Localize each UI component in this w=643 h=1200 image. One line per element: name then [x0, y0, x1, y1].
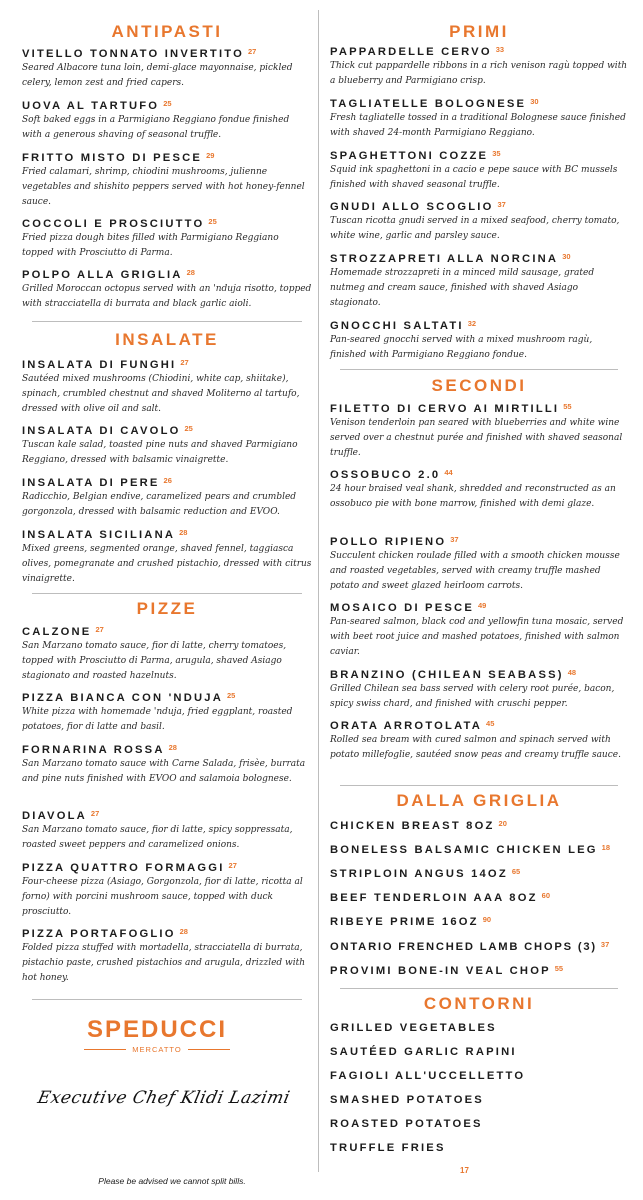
item-price: 60: [541, 891, 550, 900]
item-price: 25: [184, 424, 193, 433]
item-description: White pizza with homemade 'nduja, fried eggplant, roasted potatoes, fior di latte and basil.: [22, 707, 293, 732]
item-name: GNOCCHI SALTATI: [330, 320, 464, 332]
item-price: 35: [492, 149, 501, 158]
section-rule: [340, 369, 618, 370]
item-price: 32: [467, 319, 477, 328]
logo-line: [84, 1049, 126, 1050]
item-price: 18: [601, 843, 611, 852]
menu-item: [22, 528, 312, 587]
item-name: PIZZA BIANCA CON 'NDUJA: [22, 692, 223, 704]
section-rule: [32, 999, 302, 1000]
side-item: FAGIOLI ALL'UCCELLETTO: [330, 1070, 526, 1082]
item-description: San Marzano tomato sauce with Carne Salada, frisèe, burrata and pine nuts finished with EVOO and salamoia bolognese.: [22, 759, 306, 784]
item-description: Tuscan kale salad, toasted pine nuts and shaved Parmigiano Reggiano, dressed with balsamic vinaigrette.: [22, 440, 298, 465]
menu-item: [330, 535, 628, 594]
item-name: INSALATA SICILIANA: [22, 529, 176, 541]
item-description: Succulent chicken roulade filled with a smooth chicken mousse and roasted vegetables, served with creamy truffle mashed potato and sweet glazed heirloom carrots.: [330, 551, 620, 591]
item-price: 25: [208, 217, 217, 226]
menu-item: [22, 358, 312, 417]
menu-item: [22, 476, 312, 520]
item-name: VITELLO TONNATO INVERTITO: [22, 48, 244, 60]
menu-item: [22, 99, 312, 143]
item-price: 30: [530, 97, 539, 106]
item-name: STRIPLOIN ANGUS 14OZ: [330, 868, 508, 880]
item-price: 48: [567, 668, 577, 677]
item-description: Pan-seared salmon, black cod and yellowfin tuna mosaic, served with beet root juice and mashed potatoes, finished with salmon caviar.: [330, 617, 624, 657]
logo-subtitle-text: MERCATTO: [132, 1045, 182, 1054]
menu-item: [22, 47, 312, 91]
section-title-pizze: PIZZE: [136, 599, 198, 618]
item-name: ORATA ARROTOLATA: [330, 720, 483, 732]
item-name: CALZONE: [22, 626, 92, 638]
item-description: Four-cheese pizza (Asiago, Gorgonzola, fior di latte, ricotta al forno) with porcini mushroom sauce, topped with duck prosciutto.: [22, 877, 303, 917]
item-price: 90: [482, 915, 492, 924]
section-insalate: [22, 330, 312, 350]
item-price: 37: [450, 535, 459, 544]
menu-item: [330, 819, 628, 832]
item-price: 65: [511, 867, 521, 876]
section-title-antipasti: ANTIPASTI: [111, 22, 223, 41]
item-price: 33: [495, 45, 505, 54]
item-description: Fried pizza dough bites filled with Parmigiano Reggiano topped with Prosciutto di Parma.: [22, 233, 279, 258]
item-description: Venison tenderloin pan seared with blueberries and white wine served over a chestnut purée and finished with shaved seasonal truffle.: [330, 418, 623, 458]
section-secondi: [330, 376, 628, 396]
item-name: TAGLIATELLE BOLOGNESE: [330, 98, 527, 110]
item-description: Grilled Chilean sea bass served with celery root purée, bacon, spicy swiss chard, and finished with cruschi pepper.: [330, 684, 615, 709]
chef-signature: Executive Chef Klidi Lazimi: [35, 1088, 292, 1108]
item-name: COCCOLI E PROSCIUTTO: [22, 218, 205, 230]
item-name: SPAGHETTONI COZZE: [330, 150, 489, 162]
item-description: Tuscan ricotta gnudi served in a mixed seafood, cherry tomato, white wine, garlic and parsley sauce.: [330, 216, 620, 241]
item-price: 25: [226, 691, 236, 700]
logo-wordmark: SPEDUCCI: [86, 1016, 228, 1043]
menu-item: [330, 468, 628, 512]
section-antipasti: [22, 22, 312, 42]
item-name: POLPO ALLA GRIGLIA: [22, 269, 183, 281]
item-description: Rolled sea bream with cured salmon and spinach served with potato millefoglie, sautéed snow peas and creamy truffle sauce.: [330, 735, 621, 760]
logo-subtitle: [22, 1045, 292, 1054]
item-name: PAPPARDELLE CERVO: [330, 46, 492, 58]
item-name: BRANZINO (CHILEAN SEABASS): [330, 669, 564, 681]
menu-item: [22, 217, 312, 261]
item-name: ONTARIO FRENCHED LAMB CHOPS (3): [330, 941, 597, 953]
item-price: 49: [477, 601, 487, 610]
footer-note: Please be advised we cannot split bills.: [98, 1176, 246, 1186]
menu-item: [330, 97, 628, 141]
menu-item: [330, 200, 628, 244]
menu-item: [330, 940, 628, 953]
item-price: 55: [563, 402, 572, 411]
section-title-contorni: CONTORNI: [423, 994, 535, 1013]
item-description: Squid ink spaghettoni in a cacio e pepe sauce with BC mussels finished with shaved seasonal truffle.: [330, 165, 618, 190]
side-item: TRUFFLE FRIES: [330, 1142, 446, 1154]
item-name: FORNARINA ROSSA: [22, 744, 165, 756]
item-name: PIZZA QUATTRO FORMAGGI: [22, 862, 225, 874]
item-description: Thick cut pappardelle ribbons in a rich venison ragù topped with a blueberry and Parmigiano crisp.: [330, 61, 628, 86]
side-item: ROASTED POTATOES: [330, 1118, 483, 1130]
item-description: Mixed greens, segmented orange, shaved fennel, taggiasca olives, pomegranate and crushed pistachio, dressed with citrus vinaigrette.: [22, 544, 312, 584]
item-description: 24 hour braised veal shank, shredded and reconstructed as an ossobuco pie with bone marrow, finished with demi glaze.: [330, 484, 616, 509]
section-primi: [330, 22, 628, 42]
item-name: INSALATA DI FUNGHI: [22, 359, 177, 371]
item-name: POLLO RIPIENO: [330, 536, 447, 548]
item-name: PIZZA PORTAFOGLIO: [22, 928, 176, 940]
item-price: 27: [228, 861, 237, 870]
item-name: FILETTO DI CERVO AI MIRTILLI: [330, 403, 560, 415]
item-name: INSALATA DI PERE: [22, 477, 160, 489]
menu-item: [330, 149, 628, 193]
item-description: San Marzano tomato sauce, fior di latte, spicy soppressata, roasted sweet peppers and caramelized onions.: [22, 825, 293, 850]
item-price: 45: [486, 719, 495, 728]
item-name: PROVIMI BONE-IN VEAL CHOP: [330, 965, 551, 977]
item-description: Homemade strozzapreti in a minced mild sausage, grated nutmeg and cream sauce, finished with shaved Asiago stagionato.: [330, 268, 595, 308]
menu-item: [22, 927, 312, 986]
menu-item: [330, 915, 628, 928]
item-description: Seared Albacore tuna loin, demi-glace mayonnaise, pickled celery, lemon zest and fried capers.: [22, 63, 293, 88]
item-description: Grilled Moroccan octopus served with an 'nduja risotto, topped with stracciatella di burrata and black garlic aioli.: [22, 284, 312, 309]
menu-item: [22, 691, 312, 735]
menu-item: [330, 402, 628, 461]
item-name: CHICKEN BREAST 8OZ: [330, 820, 495, 832]
item-description: San Marzano tomato sauce, fior di latte, cherry tomatoes, topped with Prosciutto di Parma, arugula, shaved Asiago stagionato and roasted hazelnuts.: [22, 641, 287, 681]
menu-item: [330, 843, 628, 856]
section-title-insalate: INSALATE: [115, 330, 219, 349]
item-name: RIBEYE PRIME 16OZ: [330, 916, 479, 928]
page-number: 17: [460, 1166, 469, 1175]
item-price: 29: [206, 151, 215, 160]
menu-item: [330, 964, 628, 977]
item-price: 37: [600, 940, 610, 949]
item-name: MOSAICO DI PESCE: [330, 602, 474, 614]
item-price: 27: [90, 809, 100, 818]
item-price: 20: [498, 819, 507, 828]
section-griglia: [330, 791, 628, 811]
side-item: GRILLED VEGETABLES: [330, 1022, 497, 1034]
item-name: INSALATA DI CAVOLO: [22, 425, 181, 437]
menu-item: [22, 861, 312, 920]
item-price: 27: [180, 358, 189, 367]
section-rule: [32, 321, 302, 322]
item-price: 25: [163, 99, 172, 108]
item-price: 27: [95, 625, 104, 634]
restaurant-logo: [22, 1016, 292, 1054]
section-pizze: [22, 599, 312, 619]
item-price: 30: [562, 252, 571, 261]
menu-item: [330, 719, 628, 763]
item-description: Fried calamari, shrimp, chiodini mushrooms, julienne vegetables and shishito peppers served with hot honey-fennel sauce.: [22, 167, 305, 207]
item-name: UOVA AL TARTUFO: [22, 100, 160, 112]
column-divider: [318, 10, 319, 1172]
item-price: 55: [554, 964, 564, 973]
logo-line: [188, 1049, 230, 1050]
menu-item: [22, 625, 312, 684]
item-name: BEEF TENDERLOIN AAA 8OZ: [330, 892, 538, 904]
item-name: DIAVOLA: [22, 810, 87, 822]
item-description: Fresh tagliatelle tossed in a traditional Bolognese sauce finished with shaved 24-month Parmigiano Reggiano.: [330, 113, 626, 138]
item-price: 44: [444, 468, 453, 477]
item-price: 27: [248, 47, 257, 56]
item-description: Pan-seared gnocchi served with a mixed mushroom ragù, finished with Parmigiano Reggiano fondue.: [330, 335, 593, 360]
item-name: OSSOBUCO 2.0: [330, 469, 441, 481]
menu-item: [22, 424, 312, 468]
section-title-griglia: DALLA GRIGLIA: [396, 791, 562, 810]
menu-item: [22, 268, 312, 312]
item-description: Folded pizza stuffed with mortadella, stracciatella di burrata, pistachio paste, crushed pistachios and arugula, drizzled with hot honey.: [22, 943, 306, 983]
item-description: Soft baked eggs in a Parmigiano Reggiano fondue finished with a generous shaving of seasonal truffle.: [22, 115, 290, 140]
section-rule: [340, 785, 618, 786]
section-title-secondi: SECONDI: [431, 376, 527, 395]
item-price: 28: [179, 927, 188, 936]
side-item: SMASHED POTATOES: [330, 1094, 484, 1106]
menu-item: [330, 668, 628, 712]
menu-item: [330, 252, 628, 311]
item-price: 28: [186, 268, 195, 277]
menu-item: [22, 743, 312, 787]
item-name: FRITTO MISTO DI PESCE: [22, 152, 203, 164]
menu-item: [330, 601, 628, 660]
item-price: 26: [163, 476, 172, 485]
item-description: Sautéed mixed mushrooms (Chiodini, white cap, shiitake), spinach, crumbled chestnut and shaved Moliterno al tartufo, dressed with olive oil and salt.: [22, 374, 300, 414]
section-rule: [340, 988, 618, 989]
item-name: BONELESS BALSAMIC CHICKEN LEG: [330, 844, 598, 856]
menu-item: [22, 809, 312, 853]
item-name: STROZZAPRETI ALLA NORCINA: [330, 253, 559, 265]
menu-item: [330, 867, 628, 880]
section-title-primi: PRIMI: [449, 22, 509, 41]
item-price: 28: [179, 528, 188, 537]
item-price: 28: [168, 743, 177, 752]
side-item: SAUTÉED GARLIC RAPINI: [330, 1046, 517, 1058]
item-price: 37: [497, 200, 506, 209]
section-contorni: [330, 994, 628, 1014]
section-rule: [32, 593, 302, 594]
item-description: Radicchio, Belgian endive, caramelized pears and crumbled gorgonzola, dressed with balsamic reduction and EVOO.: [22, 492, 297, 517]
menu-item: [330, 891, 628, 904]
item-name: GNUDI ALLO SCOGLIO: [330, 201, 494, 213]
menu-item: [330, 319, 628, 363]
menu-item: [330, 45, 628, 89]
menu-item: [22, 151, 312, 210]
